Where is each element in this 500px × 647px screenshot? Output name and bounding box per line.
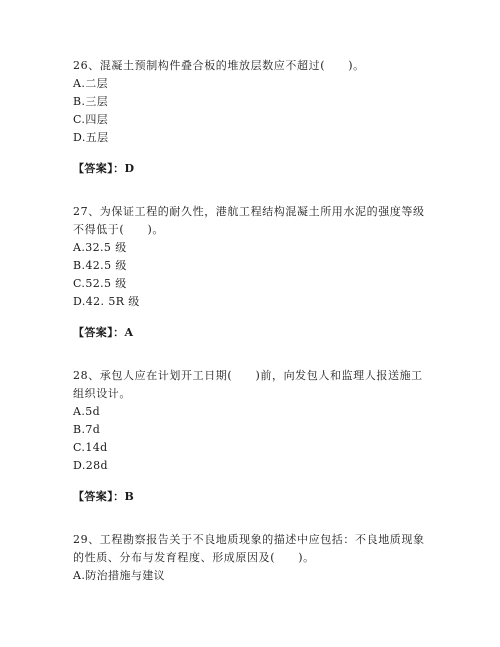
question-28-answer: 【答案】：B — [73, 490, 135, 503]
question-28-option-a: A.5d — [73, 405, 101, 418]
question-27-option-a: A.32.5 级 — [73, 241, 127, 254]
question-26-option-d: D.五层 — [73, 131, 109, 144]
question-27-option-d: D.42. 5R 级 — [73, 295, 140, 308]
question-29-stem-line-1: 29、工程勘察报告关于不良地质现象的描述中应包括：不良地质现象 — [73, 533, 425, 546]
question-29-stem-line-2: 的性质、分布与发育程度、形成原因及( )。 — [73, 551, 315, 564]
question-28-option-c: C.14d — [73, 441, 108, 454]
question-26-answer: 【答案】：D — [73, 162, 135, 175]
question-28-option-b: B.7d — [73, 423, 101, 436]
question-27-option-b: B.42.5 级 — [73, 259, 127, 272]
question-27-stem-line-1: 27、为保证工程的耐久性，港航工程结构混凝土所用水泥的强度等级 — [73, 205, 425, 218]
question-26-option-a: A.二层 — [73, 77, 109, 90]
question-26-option-b: B.三层 — [73, 95, 109, 108]
question-28-stem-line-1: 28、承包人应在计划开工日期( )前，向发包人和监理人报送施工 — [73, 369, 423, 382]
question-28-stem-line-2: 组织设计。 — [73, 387, 131, 400]
question-26-stem-line-1: 26、混凝土预制构件叠合板的堆放层数应不超过( )。 — [73, 59, 365, 72]
question-28-option-d: D.28d — [73, 459, 108, 472]
question-27-answer: 【答案】：A — [73, 326, 134, 339]
question-27-stem-line-2: 不得低于( )。 — [73, 223, 164, 236]
question-26-option-c: C.四层 — [73, 113, 109, 126]
question-29-option-a: A.防治措施与建议 — [73, 569, 166, 582]
question-27-option-c: C.52.5 级 — [73, 277, 127, 290]
